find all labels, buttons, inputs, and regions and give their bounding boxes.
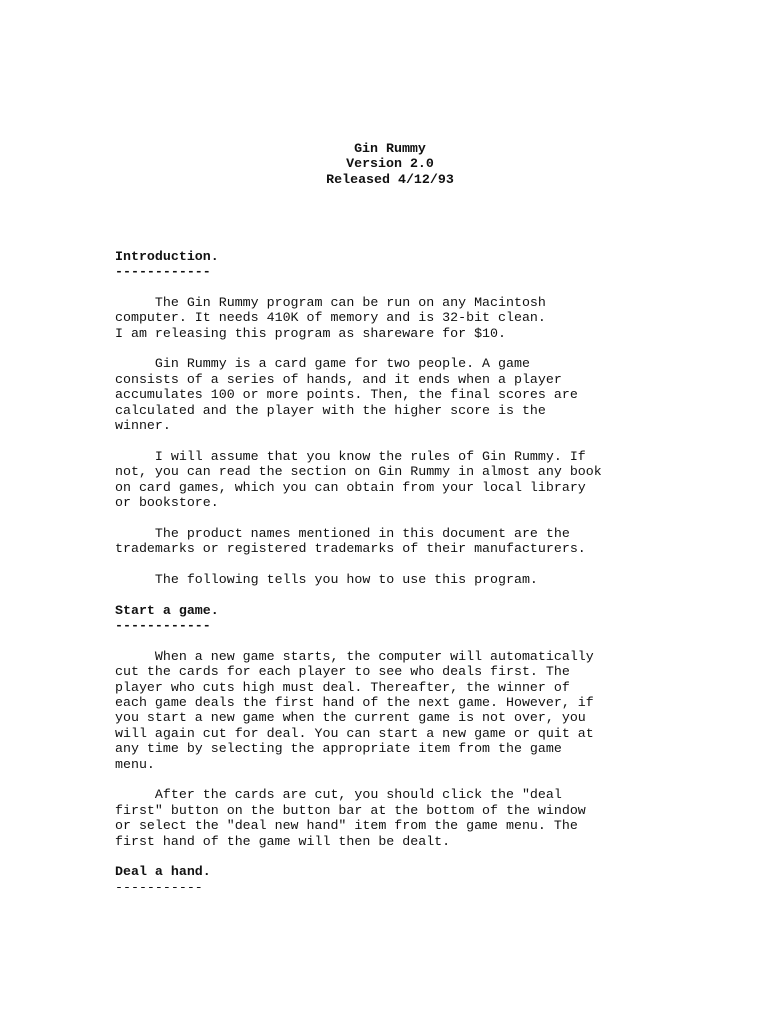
section-rule: ----------- (115, 879, 203, 895)
text-line: each game deals the first hand of the next game. However, if (115, 695, 594, 711)
text-line: or select the "deal new hand" item from the game menu. The (115, 818, 578, 834)
text-line: menu. (115, 756, 155, 772)
paragraph (115, 572, 675, 587)
section-start-a-game (115, 603, 675, 865)
section-introduction (115, 249, 675, 603)
text-line: first" button on the button bar at the bottom of the window (115, 802, 586, 818)
text-line: on card games, which you can obtain from your local library (115, 479, 586, 495)
document-title: Gin Rummy (354, 141, 426, 156)
document-release-date: Released 4/12/93 (326, 171, 454, 187)
text-line: trademarks or registered trademarks of their manufacturers. (115, 541, 586, 557)
text-line: accumulates 100 or more points. Then, the final scores are (115, 387, 578, 403)
document-version: Version 2.0 (346, 156, 434, 172)
paragraph (115, 449, 675, 511)
text-line: or bookstore. (115, 494, 219, 510)
paragraph (115, 295, 675, 341)
section-heading: Start a game. (115, 602, 219, 618)
text-line: any time by selecting the appropriate item from the game (115, 741, 562, 757)
text-line: winner. (115, 418, 171, 434)
text-line: Gin Rummy is a card game for two people. A game (115, 356, 530, 372)
section-deal-a-hand (115, 864, 675, 895)
text-line: The following tells you how to use this program. (115, 571, 538, 587)
text-line: I am releasing this program as shareware for $10. (115, 325, 506, 341)
text-line: When a new game starts, the computer will automatically (115, 648, 594, 664)
text-line: will again cut for deal. You can start a new game or quit at (115, 725, 594, 741)
text-line: player who cuts high must deal. Thereafter, the winner of (115, 679, 570, 695)
paragraph (115, 356, 675, 433)
paragraph (115, 649, 675, 772)
section-heading: Deal a hand. (115, 864, 211, 880)
text-line: cut the cards for each player to see who deals first. The (115, 664, 570, 680)
text-line: consists of a series of hands, and it ends when a player (115, 371, 562, 387)
text-line: you start a new game when the current game is not over, you (115, 710, 586, 726)
paragraph (115, 787, 675, 849)
section-heading: Introduction. (115, 248, 219, 264)
document-page (115, 141, 675, 895)
text-line: After the cards are cut, you should click the "deal (115, 787, 562, 803)
section-rule: ------------ (115, 264, 211, 280)
text-line: calculated and the player with the higher score is the (115, 402, 546, 418)
text-line: computer. It needs 410K of memory and is 32-bit clean. (115, 310, 546, 326)
title-block (115, 141, 675, 187)
text-line: not, you can read the section on Gin Rummy in almost any book (115, 464, 602, 480)
text-line: first hand of the game will then be dealt. (115, 833, 451, 849)
text-line: The product names mentioned in this document are the (115, 525, 570, 541)
text-line: The Gin Rummy program can be run on any Macintosh (115, 294, 546, 310)
section-rule: ------------ (115, 618, 211, 634)
paragraph (115, 526, 675, 557)
text-line: I will assume that you know the rules of Gin Rummy. If (115, 448, 586, 464)
